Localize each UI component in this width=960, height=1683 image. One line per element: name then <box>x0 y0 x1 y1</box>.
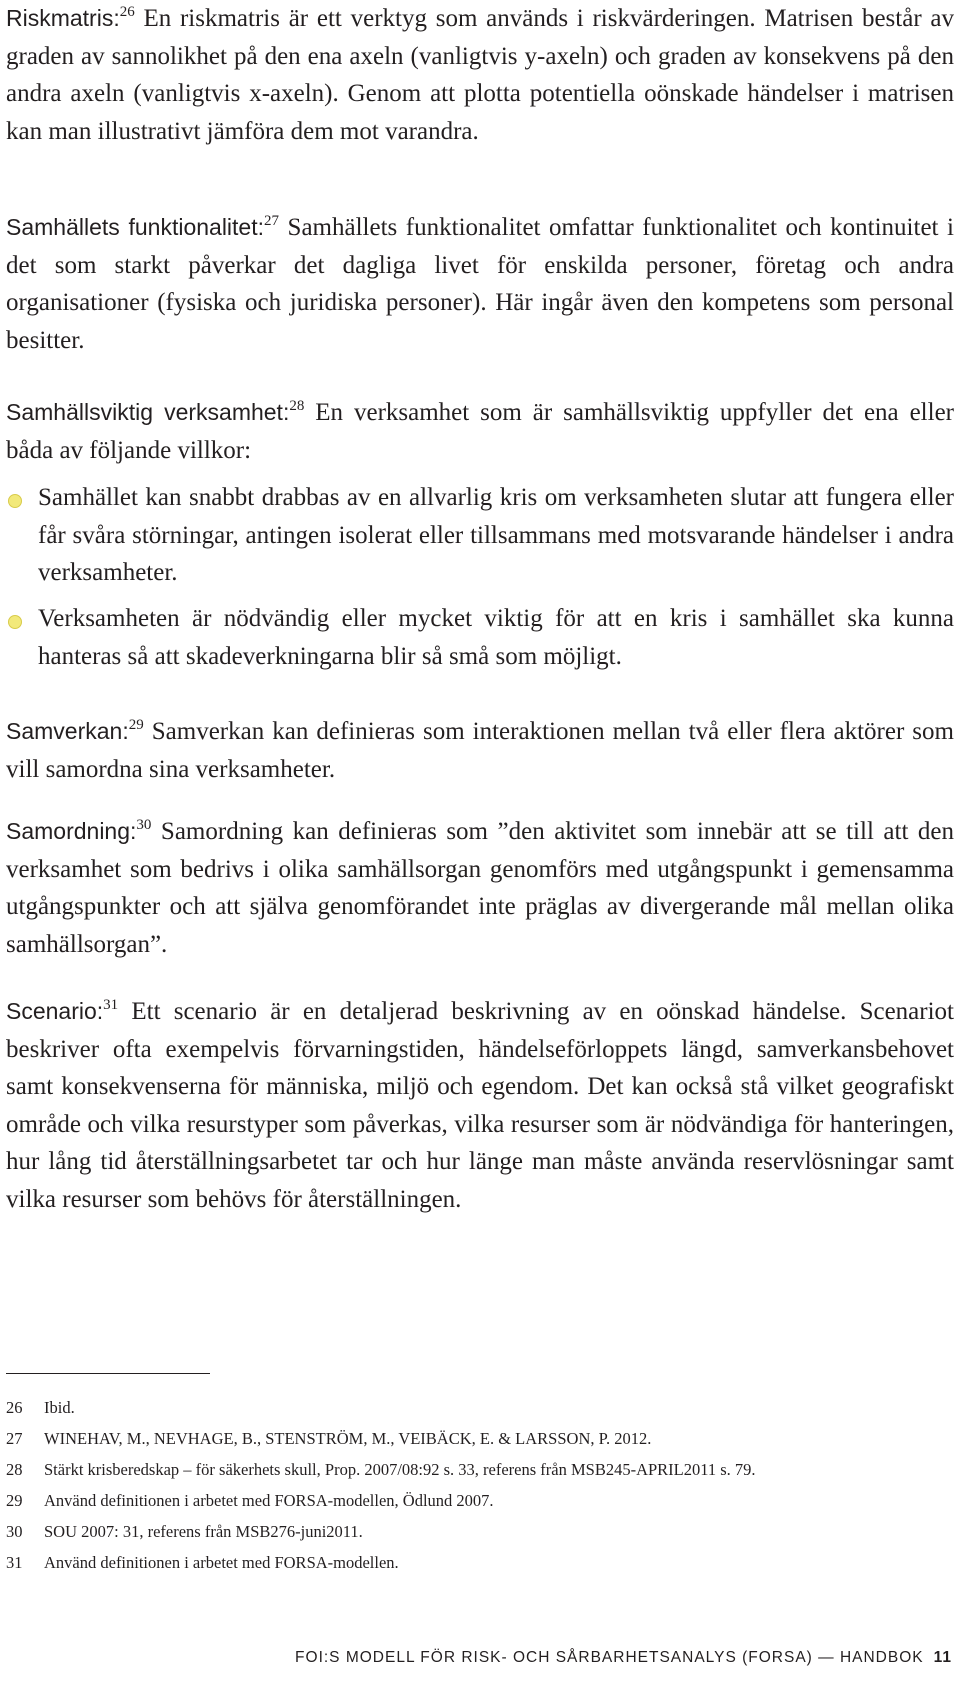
condition-list <box>6 479 954 592</box>
entry-term: Samhällets funktionalitet: <box>6 214 264 240</box>
bullet-icon <box>8 494 22 508</box>
page-footer <box>295 1649 952 1667</box>
footnote-text: WINEHAV, M., NEVHAGE, B., STENSTRÖM, M., VEIBÄCK, E. & LARSSON, P. 2012. <box>44 1429 652 1448</box>
footnote <box>6 1547 954 1578</box>
entry-term: Samverkan: <box>6 718 129 744</box>
entry-text: Samhällets funktionalitet omfattar funktionalitet och kontinuitet i det som starkt påverkar det dagliga livet för enskilda personer, företag och andra organisationer (fysiska och juridiska personer). Här ingår även den kompetens som personal besitter. <box>6 214 954 354</box>
list-item <box>6 600 954 675</box>
entry-text: Samordning kan definieras som ”den aktivitet som innebär att se till att den verksamhet som bedrivs i olika samhällsorgan genomförs med utgångspunkt i gemensamma utgångspunkter och att själva genomförandet inte präglas av divergerande mål mellan olika samhällsorgan”. <box>6 818 954 958</box>
entry-samhallsviktig-verksamhet <box>6 394 954 469</box>
footnote-number: 27 <box>6 1429 23 1448</box>
footnote-number: 30 <box>6 1522 23 1541</box>
footnote-ref[interactable]: 28 <box>289 398 305 414</box>
footnote-number: 31 <box>6 1553 23 1572</box>
entry-term: Scenario: <box>6 998 104 1024</box>
footnote <box>6 1516 954 1547</box>
bullet-icon <box>8 615 22 629</box>
footer-title: FOI:S MODELL FÖR RISK- OCH SÅRBARHETSANALYS (FORSA) — HANDBOK <box>295 1649 924 1666</box>
footnote <box>6 1423 954 1454</box>
footnote-text: SOU 2007: 31, referens från MSB276-juni2011. <box>44 1522 363 1541</box>
condition-list-continued <box>6 600 954 675</box>
footnote-ref[interactable]: 30 <box>136 817 152 833</box>
footnote-number: 26 <box>6 1398 23 1417</box>
footnote-ref[interactable]: 31 <box>103 997 119 1013</box>
list-item <box>6 479 954 592</box>
footnote <box>6 1454 954 1485</box>
footnote-text: Använd definitionen i arbetet med FORSA-modellen. <box>44 1553 399 1572</box>
entry-text: Ett scenario är en detaljerad beskrivning av en oönskad händelse. Scenariot beskriver ofta exempelvis förvarningstiden, händelseförloppets längd, samverkansbehovet samt konsekvenserna för människa, miljö och egendom. Det kan också stå vilket geografiskt område och vilka resurstyper som påverkas, vilka resurser som är nödvändiga för hanteringen, hur lång tid återställningsarbetet tar och hur länge man måste använda reservlösningar samt vilka resurser som behövs för återställningen. <box>6 998 954 1213</box>
entry-term: Samordning: <box>6 818 137 844</box>
footnote-number: 28 <box>6 1460 23 1479</box>
footnote-text: Stärkt krisberedskap – för säkerhets skull, Prop. 2007/08:92 s. 33, referens från MSB245-APRIL2011 s. 79. <box>44 1460 756 1479</box>
entry-text: Samverkan kan definieras som interaktionen mellan två eller flera aktörer som vill samordna sina verksamheter. <box>6 718 954 783</box>
entry-samverkan <box>6 713 954 788</box>
footnotes <box>6 1392 954 1578</box>
entry-term: Riskmatris: <box>6 5 120 31</box>
footnote-text: Ibid. <box>44 1398 75 1417</box>
footnote-number: 29 <box>6 1491 23 1510</box>
footnote-text: Använd definitionen i arbetet med FORSA-modellen, Ödlund 2007. <box>44 1491 494 1510</box>
footnote-ref[interactable]: 26 <box>119 4 135 20</box>
entry-term: Samhällsviktig verksamhet: <box>6 399 290 425</box>
entry-samhallets-funktionalitet <box>6 209 954 359</box>
entry-text: En riskmatris är ett verktyg som används i riskvärderingen. Matrisen består av graden av sannolikhet på den ena axeln (vanligtvis y-axeln) och graden av konsekvens på den andra axeln (vanligtvis x-axeln). Genom att plotta potentiella oönskade händelser i matrisen kan man illustrativt jämföra dem mot varandra. <box>6 5 954 145</box>
entry-samordning <box>6 813 954 963</box>
list-item-text: Verksamheten är nödvändig eller mycket viktig för att en kris i samhället ska kunna hanteras så att skadeverkningarna blir så små som möjligt. <box>38 605 954 670</box>
entry-text: En verksamhet som är samhällsviktig uppfyller det ena eller båda av följande villkor: <box>6 399 954 464</box>
footnote-ref[interactable]: 29 <box>128 717 144 733</box>
entry-scenario <box>6 993 954 1218</box>
entry-riskmatris <box>6 0 954 150</box>
list-item-text: Samhället kan snabbt drabbas av en allvarlig kris om verksamheten slutar att fungera eller får svåra störningar, antingen isolerat eller tillsammans med motsvarande händelser i andra verksamheter. <box>38 484 954 586</box>
footnote <box>6 1485 954 1516</box>
page-number: 11 <box>933 1649 952 1666</box>
footnote <box>6 1392 954 1423</box>
footnote-divider <box>6 1373 210 1374</box>
footnote-ref[interactable]: 27 <box>264 213 279 229</box>
